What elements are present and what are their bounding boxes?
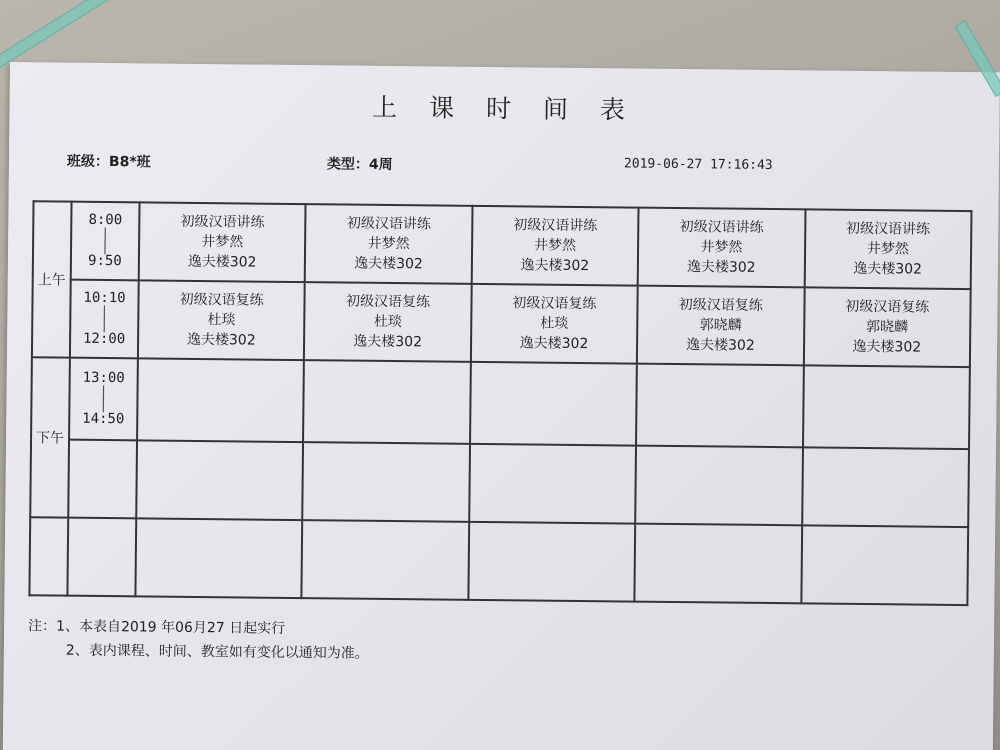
course-cell xyxy=(804,209,971,289)
empty-cell xyxy=(303,442,470,522)
course-cell xyxy=(637,286,804,366)
teacher-name: 郭晓麟 xyxy=(699,317,742,334)
course-cell xyxy=(138,280,305,360)
course-name: 初级汉语复练 xyxy=(179,291,264,309)
schedule-table xyxy=(28,200,972,606)
course-cell xyxy=(305,204,472,284)
time-separator: | xyxy=(99,383,108,401)
empty-cell xyxy=(67,518,136,597)
empty-cell xyxy=(635,524,802,604)
teacher-name: 井梦然 xyxy=(700,239,743,256)
course-name: 初级汉语复练 xyxy=(678,297,763,314)
classroom: 逸夫楼302 xyxy=(853,260,923,278)
classroom: 逸夫楼302 xyxy=(686,259,756,276)
time-start: 10:10 xyxy=(83,289,126,307)
empty-cell xyxy=(803,365,970,449)
empty-cell xyxy=(470,362,637,446)
teacher-name: 井梦然 xyxy=(367,235,410,253)
empty-cell xyxy=(68,440,137,519)
note-1: 注：1、本表自2019 年06月27 日起实行 xyxy=(28,618,286,637)
empty-cell xyxy=(635,446,802,526)
course-name: 初级汉语讲练 xyxy=(679,219,764,236)
time-separator: | xyxy=(100,303,109,321)
empty-cell xyxy=(135,518,302,598)
time-end: 12:00 xyxy=(82,330,126,348)
schedule-sheet xyxy=(3,62,1000,750)
empty-cell xyxy=(303,360,470,444)
tape-strip xyxy=(0,0,159,70)
empty-cell xyxy=(801,525,968,605)
course-name: 初级汉语复练 xyxy=(512,295,597,313)
table-row xyxy=(29,517,968,605)
empty-cell xyxy=(302,520,469,600)
classroom: 逸夫楼302 xyxy=(519,335,589,353)
course-name: 初级汉语讲练 xyxy=(845,220,931,238)
time-start: 13:00 xyxy=(82,369,125,387)
time-slot xyxy=(69,358,138,441)
classroom: 逸夫楼302 xyxy=(187,253,257,271)
time-separator: | xyxy=(100,225,110,243)
page-title: 上 课 时 间 表 xyxy=(371,92,638,125)
teacher-name: 郭晓麟 xyxy=(865,318,909,336)
teacher-name: 井梦然 xyxy=(866,240,909,258)
course-cell xyxy=(471,206,638,286)
course-name: 初级汉语复练 xyxy=(346,293,431,311)
period-afternoon: 下午 xyxy=(30,357,70,517)
course-name: 初级汉语复练 xyxy=(845,298,930,316)
time-separator: | xyxy=(99,396,108,414)
empty-cell xyxy=(469,444,636,524)
empty-cell xyxy=(468,522,635,602)
classroom: 逸夫楼302 xyxy=(852,338,922,356)
course-cell xyxy=(471,284,638,364)
note-2: 2、表内课程、时间、教室如有变化以通知为准。 xyxy=(65,642,369,662)
course-name: 初级汉语讲练 xyxy=(180,213,265,231)
time-start: 8:00 xyxy=(88,211,123,229)
time-slot xyxy=(71,202,140,281)
course-cell xyxy=(803,287,970,367)
time-end: 9:50 xyxy=(87,252,122,270)
time-separator: | xyxy=(100,238,110,256)
teacher-name: 井梦然 xyxy=(201,234,244,251)
table-row xyxy=(31,357,970,449)
course-name: 初级汉语讲练 xyxy=(346,215,431,233)
class-label: 班级：B8*班 xyxy=(66,153,151,171)
period-morning: 上午 xyxy=(32,201,72,357)
course-name: 初级汉语讲练 xyxy=(513,217,598,235)
type-label: 类型：4周 xyxy=(326,156,393,174)
empty-cell xyxy=(636,364,803,448)
time-slot xyxy=(70,280,139,359)
table-row xyxy=(30,439,969,527)
classroom: 逸夫楼302 xyxy=(354,255,423,273)
time-end: 14:50 xyxy=(82,410,125,428)
classroom: 逸夫楼302 xyxy=(353,333,423,351)
table-row xyxy=(32,279,971,367)
empty-cell xyxy=(137,358,304,442)
empty-cell xyxy=(802,447,969,527)
print-timestamp: 2019-06-27 17:16:43 xyxy=(623,156,773,173)
classroom: 逸夫楼302 xyxy=(520,257,590,275)
course-cell xyxy=(139,202,306,282)
footnotes xyxy=(28,614,369,666)
time-separator: | xyxy=(99,316,109,334)
empty-cell xyxy=(136,440,303,520)
teacher-name: 杜琰 xyxy=(540,315,569,332)
empty-cell xyxy=(29,517,68,595)
classroom: 逸夫楼302 xyxy=(685,337,755,354)
teacher-name: 杜琰 xyxy=(373,313,402,331)
teacher-name: 井梦然 xyxy=(533,237,577,254)
classroom: 逸夫楼302 xyxy=(186,331,256,349)
course-cell xyxy=(638,208,805,288)
table-row xyxy=(33,201,972,289)
course-cell xyxy=(304,282,471,362)
teacher-name: 杜琰 xyxy=(207,312,236,329)
